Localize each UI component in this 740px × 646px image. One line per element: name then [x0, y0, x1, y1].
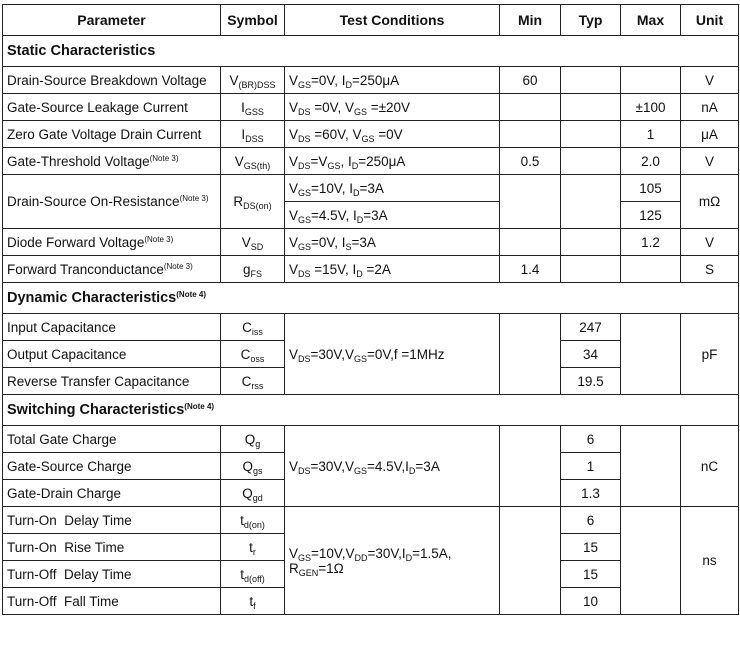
symbol-cell: $I_{DSS}$	[221, 121, 285, 148]
param-cell: Turn-Off Delay Time	[3, 561, 221, 588]
unit-cell: mΩ	[681, 175, 739, 229]
max-cell: 125	[621, 202, 681, 229]
condition-cell: $V_{GS}=10V,V_{DD}=30V,I_D=1.5A$, $R_{GEN}=1\Omega$	[285, 507, 500, 615]
param-cell: Turn-On Rise Time	[3, 534, 221, 561]
param-cell: Drain-Source Breakdown Voltage	[3, 67, 221, 94]
table-row	[3, 175, 739, 202]
typ-cell: 6	[561, 507, 621, 534]
typ-cell: 15	[561, 561, 621, 588]
symbol-cell: $t_r$	[221, 534, 285, 561]
param-cell: Reverse Transfer Capacitance	[3, 368, 221, 395]
symbol-cell: $I_{GSS}$	[221, 94, 285, 121]
unit-cell: ns	[681, 507, 739, 615]
symbol-cell: $C_{oss}$	[221, 341, 285, 368]
typ-cell	[561, 175, 621, 229]
condition-cell: $V_{DS}=V_{GS}$, $I_D=250\mu A$	[285, 148, 500, 175]
min-cell: 0.5	[500, 148, 561, 175]
typ-cell: 1.3	[561, 480, 621, 507]
typ-cell	[561, 148, 621, 175]
unit-cell: V	[681, 229, 739, 256]
max-cell: 105	[621, 175, 681, 202]
header-symbol: Symbol	[221, 5, 285, 36]
max-cell	[621, 507, 681, 615]
condition-cell: $V_{DS} =60V$, $V_{GS} =0V$	[285, 121, 500, 148]
typ-cell: 34	[561, 341, 621, 368]
unit-cell: S	[681, 256, 739, 283]
unit-cell: V	[681, 67, 739, 94]
header-parameter: Parameter	[3, 5, 221, 36]
section-title: Switching Characteristics$^{(Note 4)}$	[3, 395, 739, 426]
typ-cell	[561, 229, 621, 256]
param-cell: Input Capacitance	[3, 314, 221, 341]
condition-cell: $V_{DS} =15V$, $I_D =2A$	[285, 256, 500, 283]
section-title: Dynamic Characteristics$^{(Note 4)}$	[3, 283, 739, 314]
param-cell: Output Capacitance	[3, 341, 221, 368]
max-cell	[621, 314, 681, 395]
header-row	[3, 5, 739, 36]
table-row	[3, 426, 739, 453]
max-cell: 1	[621, 121, 681, 148]
section-switching	[3, 395, 739, 426]
condition-cell: $V_{DS}=30V,V_{GS}=0V,f =1MHz$	[285, 314, 500, 395]
table-row	[3, 256, 739, 283]
max-cell	[621, 256, 681, 283]
table-row	[3, 67, 739, 94]
section-static	[3, 36, 739, 67]
max-cell	[621, 426, 681, 507]
typ-cell: 1	[561, 453, 621, 480]
param-cell: Total Gate Charge	[3, 426, 221, 453]
condition-cell: $V_{DS} =0V$, $V_{GS} =\pm 20V$	[285, 94, 500, 121]
param-cell: Turn-Off Fall Time	[3, 588, 221, 615]
symbol-cell: $Q_{gd}$	[221, 480, 285, 507]
table-row	[3, 314, 739, 341]
condition-cell: $V_{GS}=0V$, $I_S=3A$	[285, 229, 500, 256]
symbol-cell: $V_{(BR)DSS}$	[221, 67, 285, 94]
max-cell: 1.2	[621, 229, 681, 256]
min-cell	[500, 94, 561, 121]
typ-cell: 247	[561, 314, 621, 341]
param-cell: Gate-Source Charge	[3, 453, 221, 480]
unit-cell: nA	[681, 94, 739, 121]
header-unit: Unit	[681, 5, 739, 36]
unit-cell: μA	[681, 121, 739, 148]
param-cell: Gate-Source Leakage Current	[3, 94, 221, 121]
typ-cell: 10	[561, 588, 621, 615]
typ-cell: 6	[561, 426, 621, 453]
min-cell: 60	[500, 67, 561, 94]
table-row	[3, 507, 739, 534]
typ-cell	[561, 256, 621, 283]
min-cell	[500, 507, 561, 615]
min-cell	[500, 121, 561, 148]
typ-cell	[561, 121, 621, 148]
symbol-cell: $R_{DS(on)}$	[221, 175, 285, 229]
symbol-cell: $t_{d(on)}$	[221, 507, 285, 534]
section-dynamic	[3, 283, 739, 314]
condition-cell: $V_{GS}=0V$, $I_D=250\mu A$	[285, 67, 500, 94]
param-cell: Drain-Source On-Resistance$^{(Note 3)}$	[3, 175, 221, 229]
param-cell: Turn-On Delay Time	[3, 507, 221, 534]
table-row	[3, 94, 739, 121]
min-cell	[500, 175, 561, 229]
condition-cell: $V_{GS}=10V$, $I_D=3A$	[285, 175, 500, 202]
max-cell: 2.0	[621, 148, 681, 175]
symbol-cell: $g_{FS}$	[221, 256, 285, 283]
min-cell: 1.4	[500, 256, 561, 283]
table-row	[3, 148, 739, 175]
header-max: Max	[621, 5, 681, 36]
symbol-cell: $Q_g$	[221, 426, 285, 453]
min-cell	[500, 426, 561, 507]
symbol-cell: $C_{rss}$	[221, 368, 285, 395]
header-test-conditions: Test Conditions	[285, 5, 500, 36]
symbol-cell: $V_{SD}$	[221, 229, 285, 256]
param-cell: Zero Gate Voltage Drain Current	[3, 121, 221, 148]
max-cell: ±100	[621, 94, 681, 121]
param-cell: Diode Forward Voltage$^{(Note 3)}$	[3, 229, 221, 256]
condition-cell: $V_{DS}=30V,V_{GS}=4.5V,I_D=3A$	[285, 426, 500, 507]
typ-cell: 19.5	[561, 368, 621, 395]
typ-cell	[561, 67, 621, 94]
symbol-cell: $t_f$	[221, 588, 285, 615]
symbol-cell: $V_{GS(th)}$	[221, 148, 285, 175]
symbol-cell: $Q_{gs}$	[221, 453, 285, 480]
table-row	[3, 121, 739, 148]
param-cell: Gate-Drain Charge	[3, 480, 221, 507]
section-title: Static Characteristics	[3, 36, 739, 67]
unit-cell: pF	[681, 314, 739, 395]
unit-cell: V	[681, 148, 739, 175]
min-cell	[500, 229, 561, 256]
header-min: Min	[500, 5, 561, 36]
param-cell: Gate-Threshold Voltage$^{(Note 3)}$	[3, 148, 221, 175]
max-cell	[621, 67, 681, 94]
param-cell: Forward Tranconductance$^{(Note 3)}$	[3, 256, 221, 283]
symbol-cell: $t_{d(off)}$	[221, 561, 285, 588]
typ-cell	[561, 94, 621, 121]
condition-cell: $V_{GS}=4.5V$, $I_D=3A$	[285, 202, 500, 229]
table-row	[3, 229, 739, 256]
min-cell	[500, 314, 561, 395]
header-typ: Typ	[561, 5, 621, 36]
electrical-characteristics-table	[2, 4, 739, 615]
unit-cell: nC	[681, 426, 739, 507]
typ-cell: 15	[561, 534, 621, 561]
symbol-cell: $C_{iss}$	[221, 314, 285, 341]
